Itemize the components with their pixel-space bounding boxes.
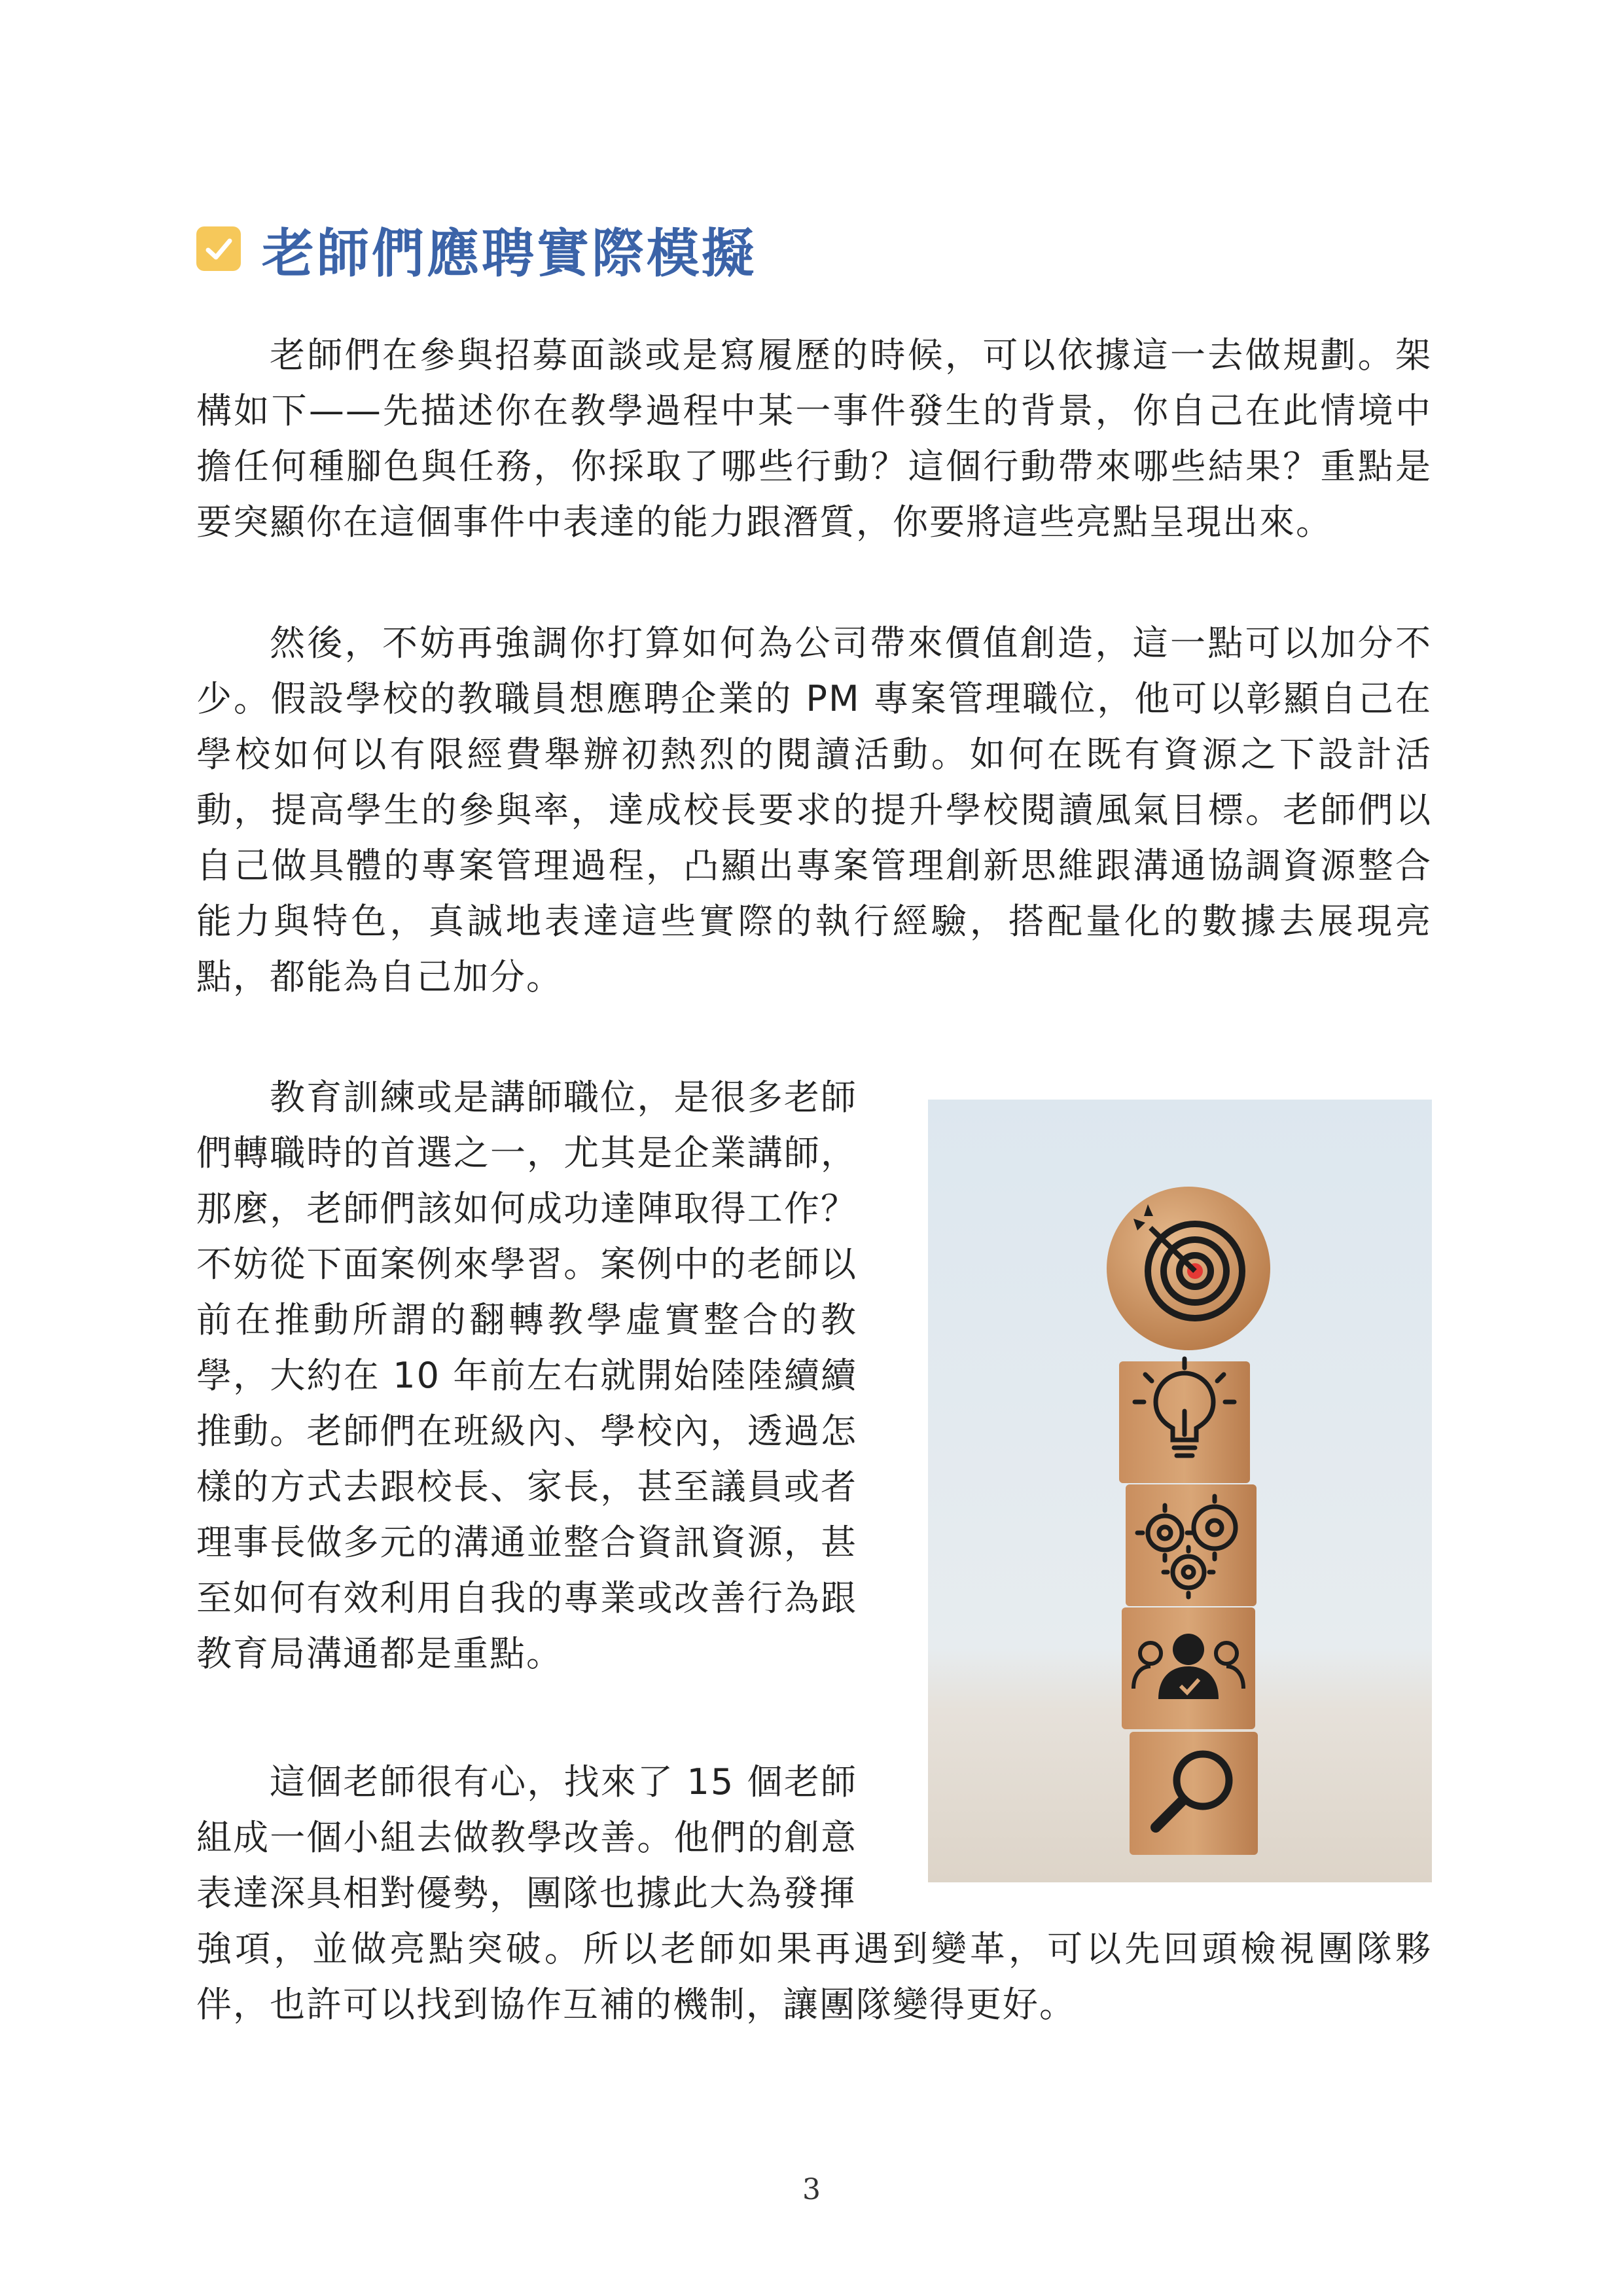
paragraph-value-creation: 然後，不妨再強調你打算如何為公司帶來價值創造，這一點可以加分不少。假設學校的教職員想應聘企業的 PM 專案管理職位，他可以彰顯自己在學校如何以有限經費舉辦初熱烈的閱讀活動。如何在既有資源之下設計活動，提高學生的參與率，達成校長要求的提升學校閱讀風氣目標。老師們以自己做具體的專案管理過程，凸顯出專案管理創新思維跟溝通協調資源整合能力與特色，真誠地表達這些實際的執行經驗，搭配量化的數據去展現亮點，都能為自己加分。 xyxy=(196,622,1432,997)
paragraph-interview-framework: 老師們在參與招募面談或是寫履歷的時候，可以依據這一去做規劃。架構如下——先描述你在教學過程中某一事件發生的背景，你自己在此情境中擔任何種腳色與任務，你採取了哪些行動？這個行動帶來哪些結果？重點是要突顯你在這個事件中表達的能力跟潛質，你要將這些亮點呈現出來。 xyxy=(196,334,1432,543)
wooden-blocks-photo xyxy=(928,1100,1432,1882)
paragraph-trainer-case: 教育訓練或是講師職位，是很多老師們轉職時的首選之一，尤其是企業講師，那麼，老師們該如何成功達陣取得工作？不妨從下面案例來學習。案例中的老師以前在推動所謂的翻轉教學虛實整合的教學，大約在 10 年前左右就開始陸陸續續推動。老師們在班級內、學校內，透過怎樣的方式去跟校長、家長，甚至議員或者理事長做多元的溝通並整合資訊資源，甚至如何有效利用自我的專業或改善行為跟教育局溝通都是重點。 xyxy=(196,1077,857,1674)
checkbox-icon xyxy=(196,226,241,271)
page-title: 老師們應聘實際模擬 xyxy=(262,223,757,284)
paragraph-team-case: 這個老師很有心，找來了 15 個老師組成一個小組去做教學改善。他們的創意表達深具相對優勢，團隊也據此大為發揮 xyxy=(196,1761,857,1914)
page-number: 3 xyxy=(802,2173,821,2206)
paragraph-team-case-continued: 強項，並做亮點突破。所以老師如果再遇到變革，可以先回頭檢視團隊夥伴，也許可以找到協作互補的機制，讓團隊變得更好。 xyxy=(196,1928,1432,2025)
section-heading xyxy=(196,209,757,288)
target-icon xyxy=(1107,1187,1270,1350)
